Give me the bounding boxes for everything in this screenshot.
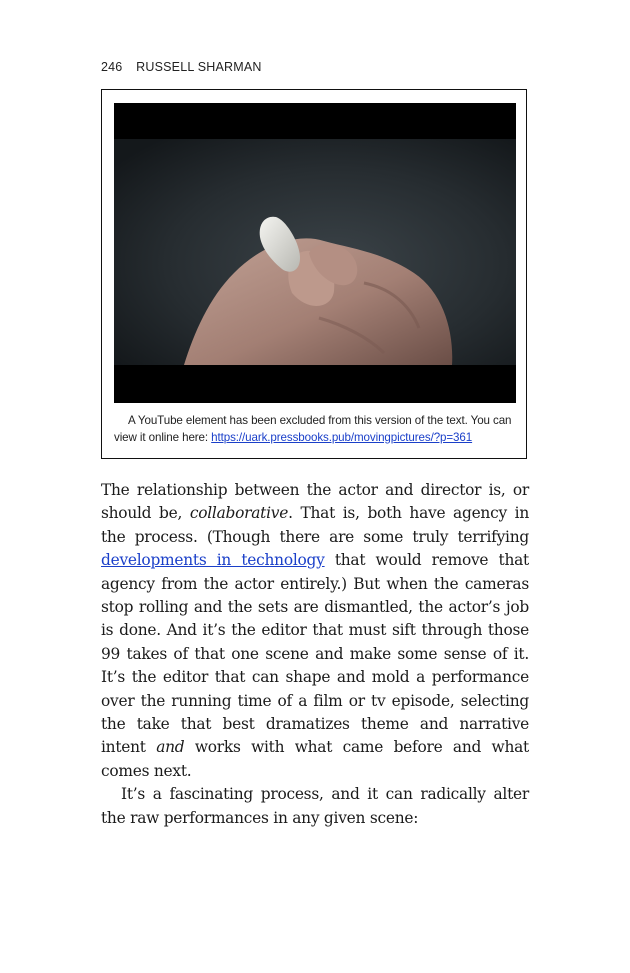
body-text <box>101 479 529 830</box>
author-name: RUSSELL SHARMAN <box>136 60 262 74</box>
paragraph-1-text-a: The relationship between the actor and director is, or should be, <box>101 481 529 523</box>
embed-caption-line1: A YouTube element has been excluded from this version of the text. You can <box>128 414 512 427</box>
paragraph-1-text-b: . That is, both have agency in the process. (Though there are some truly terrifying <box>101 504 529 546</box>
running-head <box>101 60 262 74</box>
emphasis-and: and <box>156 738 185 757</box>
video-still-image <box>114 103 516 403</box>
video-thumbnail[interactable] <box>114 103 516 403</box>
paragraph-2: It’s a fascinating process, and it can radically alter the raw performances in any given scene: <box>101 785 529 827</box>
developments-in-technology-link[interactable]: developments in technology <box>101 551 325 570</box>
page-number: 246 <box>101 60 123 74</box>
emphasis-collaborative: collaborative <box>189 504 289 523</box>
embed-caption <box>114 412 516 446</box>
paragraph-1-text-d: works with what came before and what comes next. <box>101 738 529 780</box>
paragraph-1 <box>101 479 529 783</box>
paragraph-1-text-c: that would remove that agency from the actor entirely.) But when the cameras stop rolling and the sets are dismantled, the actor’s job is done. And it’s the editor that must sift through those 99 takes of that one scene and make some sense of it. It’s the editor that can shape and mold a performance over the running time of a film or tv episode, selecting the take that best dramatizes theme and narrative intent <box>101 551 529 757</box>
video-embed-placeholder <box>101 89 527 459</box>
embed-online-link[interactable]: https://uark.pressbooks.pub/movingpictures/?p=361 <box>211 431 473 444</box>
embed-caption-line2: view it online here: <box>114 431 212 444</box>
